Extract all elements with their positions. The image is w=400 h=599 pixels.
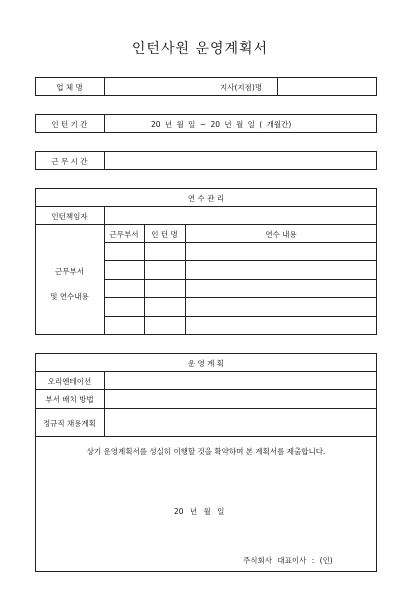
divider	[35, 436, 377, 437]
divider	[104, 114, 105, 133]
divider	[104, 297, 377, 298]
work-hours-label: 근 무 시 간	[51, 157, 88, 166]
ceo-signature: 주식회사 대표이사 : (인)	[243, 556, 333, 565]
period-value[interactable]: 20 년 월 일 ~ 20 년 월 일 ( 개월간)	[151, 120, 292, 129]
divider	[104, 316, 377, 317]
side-label-content: 및 연수내용	[50, 292, 89, 301]
branch-name-label: 지사(지점)명	[220, 83, 263, 92]
commitment-statement: 상기 운영계획서를 성실히 이행할 것을 확약하며 본 계획서를 제출합니다.	[86, 447, 326, 456]
submission-date: 20 년 월 일	[174, 507, 225, 516]
training-header: 연 수 관 리	[187, 194, 225, 203]
col-header-intern: 인 턴 명	[151, 230, 178, 239]
divider	[104, 242, 377, 243]
plan-header: 운 영 계 획	[187, 359, 225, 368]
side-label-dept: 근무부서	[55, 267, 84, 276]
hiring-plan-field[interactable]	[105, 409, 376, 435]
placement-label: 부서 배치 방법	[45, 395, 94, 404]
orientation-field[interactable]	[105, 372, 376, 389]
divider	[104, 260, 377, 261]
work-hours-field[interactable]	[105, 152, 376, 169]
company-name-field[interactable]	[105, 78, 205, 95]
page-title: 인턴사원 운영계획서	[131, 41, 269, 57]
col-header-content: 연수 내용	[265, 230, 297, 239]
supervisor-label: 인턴책임자	[51, 212, 88, 221]
divider	[104, 279, 377, 280]
period-label: 인 턴 기 간	[51, 120, 88, 129]
orientation-label: 오리엔테이션	[47, 377, 92, 386]
company-name-label: 업 체 명	[56, 83, 83, 92]
divider	[35, 224, 377, 225]
supervisor-field[interactable]	[105, 207, 376, 224]
branch-name-field[interactable]	[278, 78, 376, 95]
hiring-plan-label: 정규직 채용계획	[42, 419, 97, 428]
col-header-dept: 근무부서	[109, 230, 139, 239]
placement-field[interactable]	[105, 390, 376, 407]
